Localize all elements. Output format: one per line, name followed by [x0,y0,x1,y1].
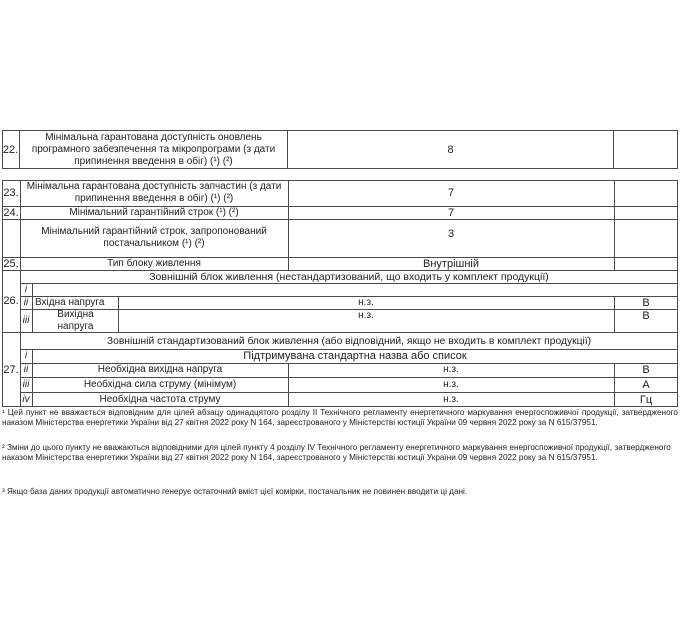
row-27-sub-ii-value: н.з. [443,364,459,375]
row-23-number: 23. [3,187,19,199]
row-26-sub-iii-unit: В [642,309,650,322]
row-27-sub-iii-unit: А [642,378,650,391]
row-27-sub-i-label: Підтримувана стандартна назва або список [243,350,467,362]
row-27-sub-ii-label: Необхідна вихідна напруга [97,364,223,375]
row-24b-label: Мінімальний гарантійний строк, запропонований постачальником (¹) (²) [41,226,267,249]
row-27-sub-iii-label: Необхідна сила струму (мінімум) [83,378,237,390]
row-27-sub-iv-value: н.з. [443,393,459,405]
row-27-sub-i-roman: i [24,350,28,361]
row-25-number: 25. [3,257,19,270]
row-26-sub-iii-label: Вихідна напруга [57,308,94,332]
footnote-3: ³ Якщо база даних продукції автоматично генерує остаточний вміст цієї комірки, постачальник не повинен вводити ці дані. [2,487,468,496]
row-24-value: 7 [447,206,455,219]
row-26-sub-ii-label: Вхідна напруга [35,296,105,308]
row-24-number: 24. [3,206,19,219]
row-27-sub-ii-unit: В [642,364,650,376]
row-26-sub-ii-roman: ii [23,296,29,308]
row-25-value: Внутрішній [423,257,479,270]
footnote-2: ² Зміни до цього пункту не вважаються відповідними для цілей пункту 4 розділу IV Технічного регламенту енергетичного маркування енергоспоживчої продукції, затвердженого наказом Міністерства енергетики України від 27 квітня 2022 року N 164, зареєстрованого у Міністерстві юстиції України 09 червня 2022 року за N 615/37951. [2,443,671,463]
row-26-sub-iii-roman: iii [22,314,30,326]
row-24b-value: 3 [447,228,455,240]
row-26-sub-i-roman: i [24,283,28,295]
row-22-label: Мінімальна гарантована доступність оновлень програмного забезпечення та мікропрограми (з дати припинення введення в обіг) (¹) (²) [20,130,288,169]
row-26-sub-iii-value: н.з. [358,309,374,321]
row-27-sub-iii-value: н.з. [443,378,459,390]
row-27-sub-iii-roman: iii [22,378,30,390]
row-26-sub-ii-value: н.з. [358,296,374,308]
row-22-value: 8 [288,130,614,169]
row-27-sub-ii-roman: ii [23,364,29,375]
footnote-1: ¹ Цей пункт не вважається відповідним для цілей абзацу одинадцятого розділу II Технічного регламенту енергетичного маркування енергоспоживчої продукції, затвердженого наказом Міністерства енергетики України від 27 квітня 2022 року N 164, зареєстрованого у Міністерстві юстиції України 09 червня 2022 року за N 615/37951. [2,408,678,428]
row-27-sub-iv-roman: iv [22,393,30,405]
row-26-sub-ii-unit: В [642,296,650,309]
row-27-header: Зовнішній стандартизований блок живлення (або відповідний, якщо не входить в комплект продукції) [106,335,592,347]
row-27-sub-iv-unit: Гц [639,393,653,406]
row-23-value: 7 [447,187,455,199]
row-23-label: Мінімальна гарантована доступність запчастин (з дати припинення введення в обіг) (¹) (²) [26,181,282,204]
row-24-label: Мінімальний гарантійний строк (¹) (²) [69,206,239,218]
row-22-number: 22. [2,130,20,169]
row-26-header: Зовнішній блок живлення (нестандартизований, що входить у комплект продукції) [149,270,549,283]
row-25-label: Тип блоку живлення [107,257,201,269]
row-26-number: 26. [3,295,19,307]
row-27-sub-iv-label: Необхідна частота струму [99,393,221,405]
row-27-number: 27. [3,363,19,376]
